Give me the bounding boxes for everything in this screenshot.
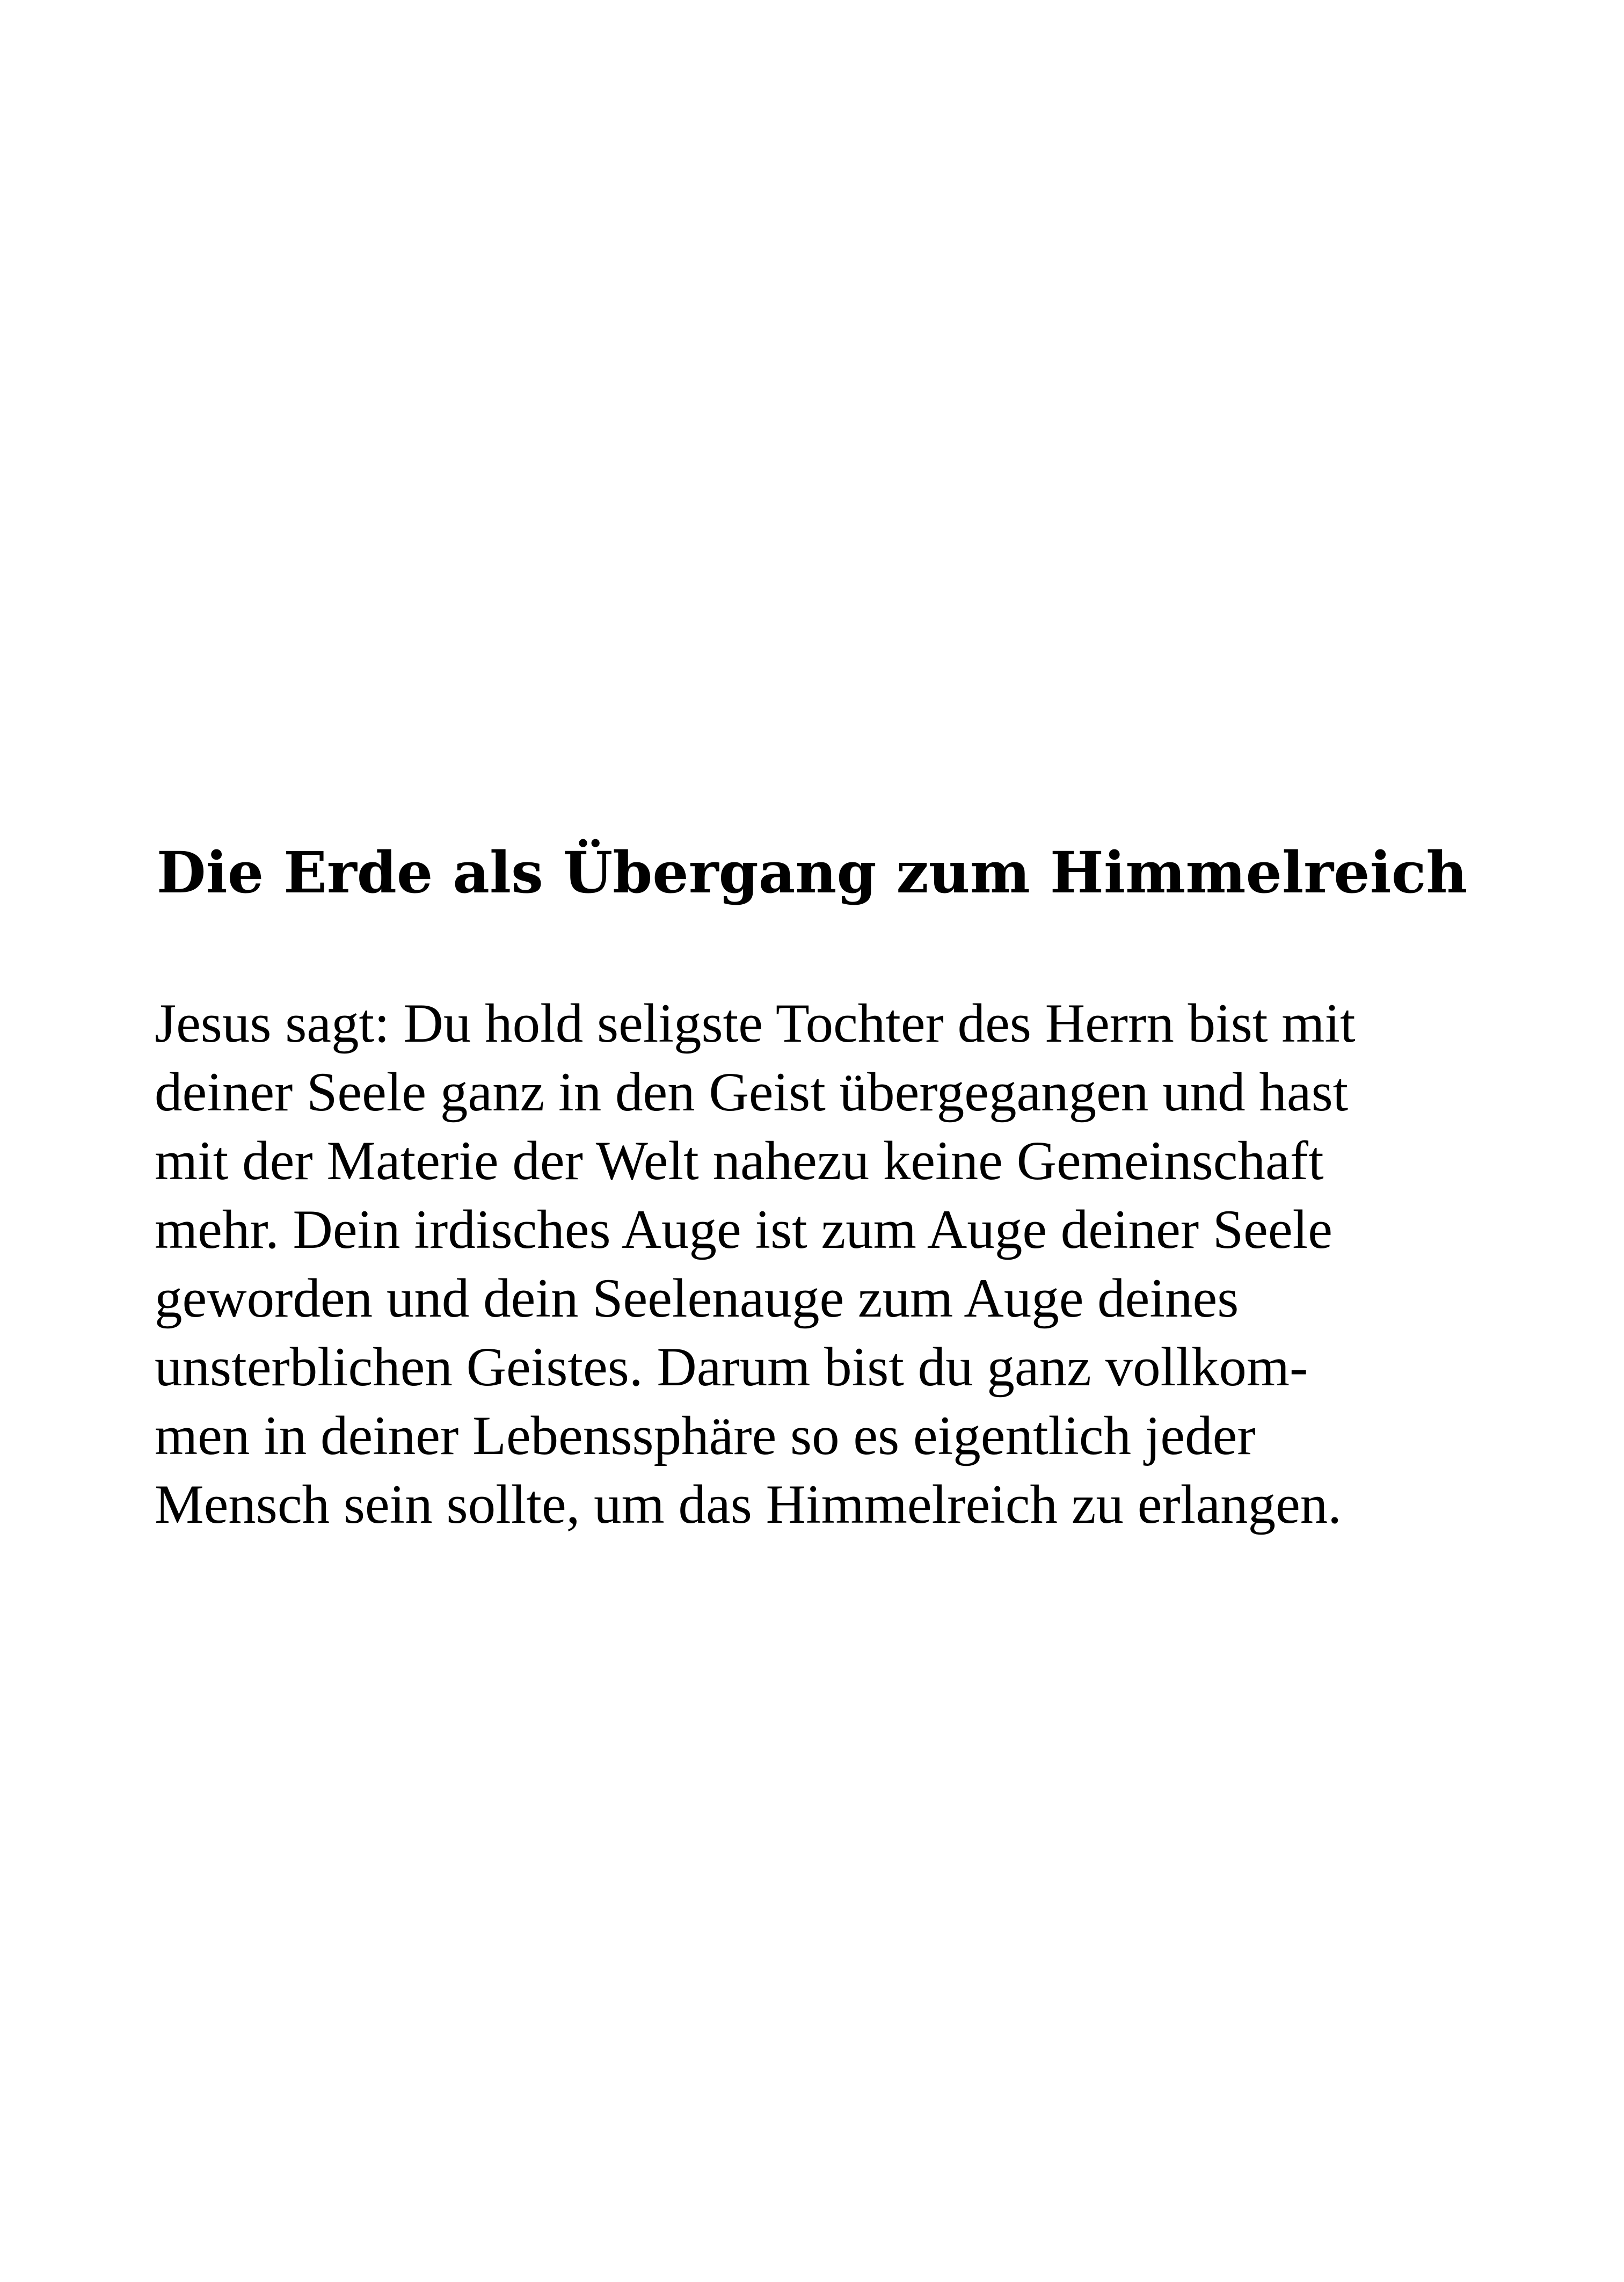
paragraph-line: men in deiner Lebenssphäre so es eigentlich jeder: [155, 1405, 1256, 1466]
document-title: Die Erde als Übergang zum Himmelreich: [156, 839, 1468, 906]
paragraph-line: geworden und dein Seelenauge zum Auge deines: [155, 1268, 1239, 1329]
paragraph-line: Jesus sagt: Du hold seligste Tochter des Herrn bist mit: [155, 993, 1356, 1054]
body-paragraph: [155, 989, 1497, 1539]
paragraph-line: mit der Materie der Welt nahezu keine Gemeinschaft: [155, 1130, 1324, 1191]
paragraph-line: Mensch sein sollte, um das Himmelreich zu erlangen.: [155, 1474, 1342, 1535]
paragraph-line: unsterblichen Geistes. Darum bist du ganz vollkom-: [155, 1336, 1308, 1398]
paragraph-line: mehr. Dein irdisches Auge ist zum Auge deiner Seele: [155, 1199, 1332, 1260]
paragraph-line: deiner Seele ganz in den Geist übergegangen und hast: [155, 1062, 1349, 1123]
